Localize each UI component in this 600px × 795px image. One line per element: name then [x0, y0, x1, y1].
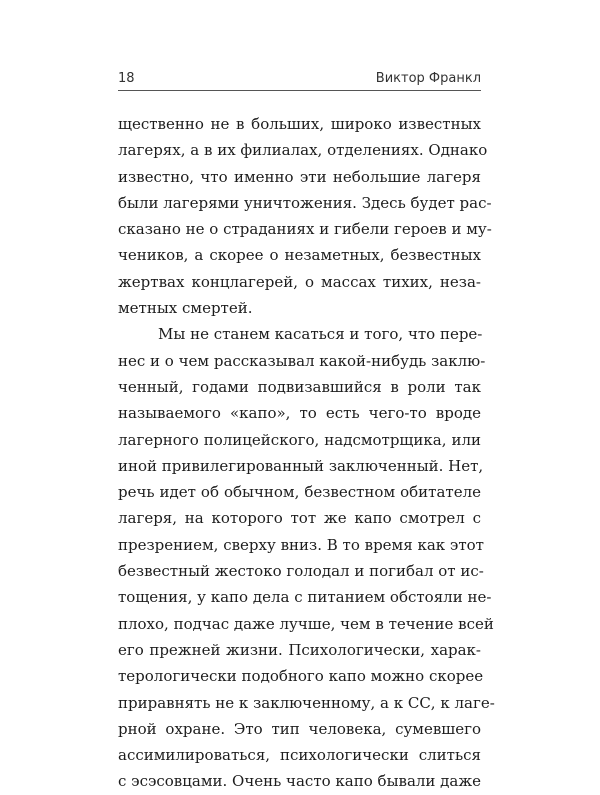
paragraph-2 — [118, 321, 495, 794]
text-line: плохо, подчас даже лучше, чем в течение всей — [118, 614, 494, 633]
text-line: сказано не о страданиях и гибели героев и му- — [118, 220, 492, 239]
text-line: речь идет об обычном, безвестном обитателе — [118, 483, 481, 502]
page-number: 18 — [118, 71, 135, 86]
text-line: рной охране. Это тип человека, сумевшего — [118, 719, 481, 738]
text-line: ченный, годами подвизавшийся в роли так — [118, 377, 481, 396]
text-line: терологически подобного капо можно скорее — [118, 667, 484, 686]
text-line: иной привилегированный заключенный. Нет, — [118, 456, 484, 475]
text-line: называемого «капо», то есть чего-то вроде — [118, 404, 481, 423]
header-rule — [118, 90, 481, 91]
text-line: ассимилироваться, психологически слиться — [118, 746, 481, 765]
text-line: с эсэсовцами. Очень часто капо бывали даже — [118, 772, 482, 791]
text-line: были лагерями уничтожения. Здесь будет рас- — [118, 193, 492, 212]
text-line: чеников, а скорее о незаметных, безвестных — [118, 246, 481, 265]
text-line: лагерного полицейского, надсмотрщика, или — [118, 430, 481, 449]
text-line: метных смертей. — [118, 299, 253, 318]
text-line: приравнять не к заключенному, а к СС, к лаге- — [118, 693, 495, 712]
text-line: лагеря, на которого тот же капо смотрел с — [118, 509, 481, 528]
text-line: презрением, сверху вниз. В то время как этот — [118, 535, 484, 554]
text-line: его прежней жизни. Психологически, харак- — [118, 640, 481, 659]
text-line: жертвах концлагерей, о массах тихих, неза- — [118, 272, 481, 291]
body-text — [118, 111, 495, 795]
text-line: безвестный жестоко голодал и погибал от ис- — [118, 562, 484, 581]
text-line: нес и о чем рассказывал какой-нибудь заклю- — [118, 351, 486, 370]
text-line: Мы не станем касаться и того, что пере- — [158, 325, 483, 344]
paragraph-1 — [118, 111, 492, 321]
text-line: известно, что именно эти небольшие лагеря — [118, 167, 481, 186]
page-header — [118, 67, 481, 89]
text-line: щественно не в больших, широко известных — [118, 115, 481, 133]
text-line: лагерях, а в их филиалах, отделениях. Однако — [118, 141, 488, 160]
text-line: тощения, у капо дела с питанием обстояли не- — [118, 588, 492, 607]
running-head-author: Виктор Франкл — [375, 71, 481, 86]
